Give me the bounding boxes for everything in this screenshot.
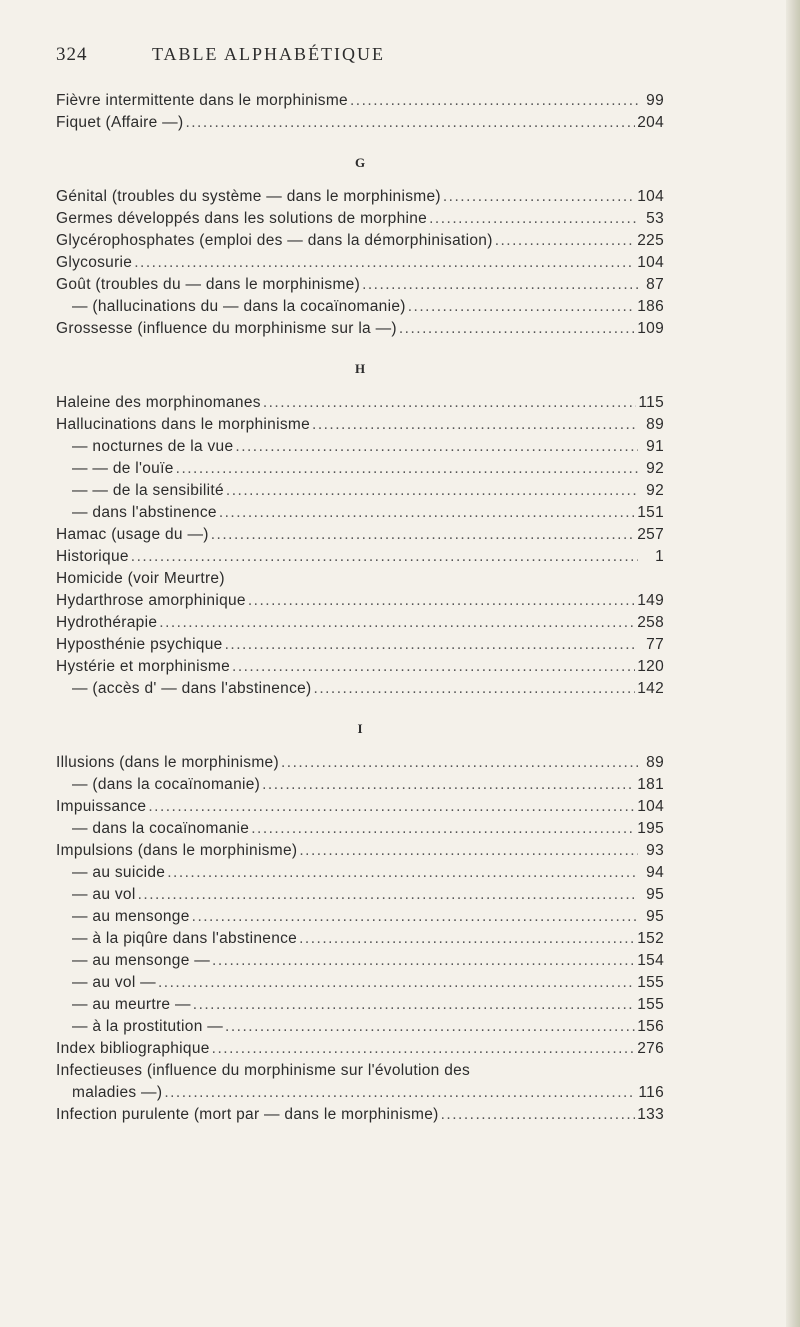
entry-term: Grossesse (influence du morphinisme sur la —) — [56, 320, 397, 337]
entry-term: Infection purulente (mort par — dans le morphinisme) — [56, 1106, 439, 1123]
entry-page-number: 99 — [646, 92, 664, 109]
page-number: 324 — [56, 44, 88, 65]
entry-term: Illusions (dans le morphinisme) — [56, 754, 279, 771]
entry-term: Historique — [56, 548, 129, 565]
index-entry — [56, 1104, 664, 1126]
entry-term: Glycérophosphates (emploi des — dans la démorphinisation) — [56, 232, 493, 249]
index-entry — [56, 818, 664, 840]
entry-term: Impuissance — [56, 798, 147, 815]
dot-leader — [429, 208, 638, 230]
section-letter: I — [357, 721, 363, 736]
index-entry — [56, 840, 664, 862]
index-entry — [56, 634, 664, 656]
entry-term: — — de la sensibilité — [72, 482, 224, 499]
dot-leader — [399, 318, 635, 340]
index-entry — [56, 90, 664, 112]
entry-term: Hydarthrose amorphinique — [56, 592, 246, 609]
entry-term: Génital (troubles du système — dans le morphinisme) — [56, 188, 441, 205]
entry-page-number: 92 — [646, 482, 664, 499]
index-body — [56, 90, 664, 1126]
entry-page-number: 149 — [637, 592, 664, 609]
dot-leader — [159, 612, 635, 634]
entry-page-number: 204 — [637, 114, 664, 131]
dot-leader — [263, 392, 637, 414]
entry-term: — à la piqûre dans l'abstinence — [72, 930, 298, 947]
dot-leader — [251, 818, 635, 840]
dot-leader — [158, 972, 635, 994]
section-letter: G — [354, 155, 366, 170]
dot-leader — [167, 862, 638, 884]
dot-leader — [248, 590, 635, 612]
index-entry — [56, 568, 664, 590]
dot-leader — [225, 1016, 635, 1038]
index-entry — [56, 186, 664, 208]
entry-term: — — de l'ouïe — [72, 460, 174, 477]
entry-term: — nocturnes de la vue — [72, 438, 234, 455]
entry-term: Impulsions (dans le morphinisme) — [56, 842, 298, 859]
dot-leader — [314, 678, 636, 700]
index-entry — [56, 480, 664, 502]
entry-page-number: 53 — [646, 210, 664, 227]
entry-term-continuation: maladies —) — [72, 1084, 163, 1101]
dot-leader — [164, 1082, 636, 1104]
dot-leader — [148, 796, 635, 818]
entry-page-number: 257 — [637, 526, 664, 543]
dot-leader — [299, 928, 635, 950]
index-entry — [56, 392, 664, 414]
index-entry — [56, 524, 664, 546]
entry-page-number: 133 — [637, 1106, 664, 1123]
index-entry — [56, 928, 664, 950]
dot-leader — [362, 274, 638, 296]
entry-page-number: 104 — [637, 798, 664, 815]
dot-leader — [312, 414, 638, 436]
dot-leader — [299, 840, 638, 862]
dot-leader — [441, 1104, 636, 1126]
index-entry — [56, 994, 664, 1016]
dot-leader — [350, 90, 638, 112]
entry-term: — au mensonge — — [72, 952, 211, 969]
entry-term: Haleine des morphinomanes — [56, 394, 261, 411]
entry-page-number: 109 — [637, 320, 664, 337]
entry-page-number: 89 — [646, 754, 664, 771]
index-entry — [56, 502, 664, 524]
entry-page-number: 186 — [637, 298, 664, 315]
entry-page-number: 95 — [646, 908, 664, 925]
dot-leader — [185, 112, 635, 134]
entry-page-number: 115 — [638, 394, 664, 411]
entry-page-number: 151 — [637, 504, 664, 521]
entry-term: Index bibliographique — [56, 1040, 210, 1057]
index-entry — [56, 950, 664, 972]
index-entry — [56, 208, 664, 230]
index-entry — [56, 796, 664, 818]
entry-page-number: 195 — [637, 820, 664, 837]
entry-term: — au vol — — [72, 974, 156, 991]
dot-leader — [408, 296, 636, 318]
entry-term: — dans la cocaïnomanie — [72, 820, 250, 837]
dot-leader — [443, 186, 635, 208]
index-entry — [56, 112, 664, 134]
entry-term: — (accès d' — dans l'abstinence) — [72, 680, 312, 697]
entry-term: Germes développés dans les solutions de morphine — [56, 210, 428, 227]
dot-leader — [176, 458, 638, 480]
index-entry — [56, 1038, 664, 1060]
entry-page-number: 142 — [637, 680, 664, 697]
entry-page-number: 225 — [637, 232, 664, 249]
index-entry — [56, 774, 664, 796]
section-letter: H — [354, 361, 366, 376]
dot-leader — [192, 906, 638, 928]
entry-page-number: 104 — [637, 188, 664, 205]
entry-term: — au mensonge — [72, 908, 190, 925]
entry-term: Hystérie et morphinisme — [56, 658, 231, 675]
entry-term: Fièvre intermittente dans le morphinisme — [56, 92, 348, 109]
entry-page-number: 1 — [655, 548, 664, 565]
entry-page-number: 89 — [646, 416, 664, 433]
index-entry — [56, 1016, 664, 1038]
header-title: TABLE ALPHABÉTIQUE — [152, 44, 386, 64]
entry-page-number: 92 — [646, 460, 664, 477]
entry-term: Hyposthénie psychique — [56, 636, 223, 653]
entry-page-number: 104 — [637, 254, 664, 271]
dot-leader — [262, 774, 635, 796]
entry-page-number: 152 — [637, 930, 664, 947]
entry-page-number: 94 — [646, 864, 664, 881]
entry-page-number: 77 — [646, 636, 664, 653]
index-entry — [56, 906, 664, 928]
entry-page-number: 116 — [638, 1084, 664, 1101]
dot-leader — [212, 950, 635, 972]
index-entry — [56, 590, 664, 612]
entry-term: — (dans la cocaïnomanie) — [72, 776, 261, 793]
entry-term: — à la prostitution — — [72, 1018, 224, 1035]
entry-term: Infectieuses (influence du morphinisme sur l'évolution des — [56, 1062, 471, 1079]
entry-page-number: 155 — [637, 996, 664, 1013]
dot-leader — [235, 436, 638, 458]
entry-page-number: 120 — [637, 658, 664, 675]
index-entry — [56, 612, 664, 634]
entry-term: Hallucinations dans le morphinisme — [56, 416, 311, 433]
entry-page-number: 87 — [646, 276, 664, 293]
index-entry — [56, 1060, 664, 1082]
entry-term: Goût (troubles du — dans le morphinisme) — [56, 276, 361, 293]
dot-leader — [225, 634, 638, 656]
entry-page-number: 276 — [637, 1040, 664, 1057]
index-entry — [56, 318, 664, 340]
entry-page-number: 93 — [646, 842, 664, 859]
entry-page-number: 91 — [646, 438, 664, 455]
dot-leader — [212, 1038, 636, 1060]
index-entry — [56, 252, 664, 274]
index-entry — [56, 296, 664, 318]
index-entry — [56, 678, 664, 700]
entry-term: Hydrothérapie — [56, 614, 158, 631]
entry-page-number: 181 — [637, 776, 664, 793]
entry-page-number: 258 — [637, 614, 664, 631]
page-edge-shadow — [786, 0, 800, 1327]
entry-term: Fiquet (Affaire —) — [56, 114, 184, 131]
entry-term: — dans l'abstinence — [72, 504, 217, 521]
entry-page-number: 154 — [637, 952, 664, 969]
dot-leader — [193, 994, 635, 1016]
index-entry-continuation — [56, 1082, 664, 1104]
dot-leader — [211, 524, 636, 546]
dot-leader — [281, 752, 638, 774]
index-entry — [56, 884, 664, 906]
entry-term: — (hallucinations du — dans la cocaïnomanie) — [72, 298, 406, 315]
entry-page-number: 155 — [637, 974, 664, 991]
dot-leader — [131, 546, 638, 568]
index-entry — [56, 972, 664, 994]
entry-term: — au meurtre — — [72, 996, 191, 1013]
entry-term: Glycosurie — [56, 254, 133, 271]
dot-leader — [226, 480, 638, 502]
index-entry — [56, 414, 664, 436]
index-entry — [56, 546, 664, 568]
dot-leader — [138, 884, 638, 906]
index-entry — [56, 656, 664, 678]
index-entry — [56, 458, 664, 480]
dot-leader — [232, 656, 635, 678]
running-head — [56, 44, 666, 68]
dot-leader — [219, 502, 635, 524]
entry-page-number: 95 — [646, 886, 664, 903]
entry-term: — au vol — [72, 886, 136, 903]
index-entry — [56, 862, 664, 884]
entry-term: — au suicide — [72, 864, 166, 881]
dot-leader — [134, 252, 635, 274]
entry-term: Homicide (voir Meurtre) — [56, 570, 225, 587]
index-entry — [56, 230, 664, 252]
dot-leader — [495, 230, 636, 252]
entry-page-number: 156 — [637, 1018, 664, 1035]
entry-term: Hamac (usage du —) — [56, 526, 209, 543]
index-entry — [56, 436, 664, 458]
index-entry — [56, 274, 664, 296]
index-entry — [56, 752, 664, 774]
